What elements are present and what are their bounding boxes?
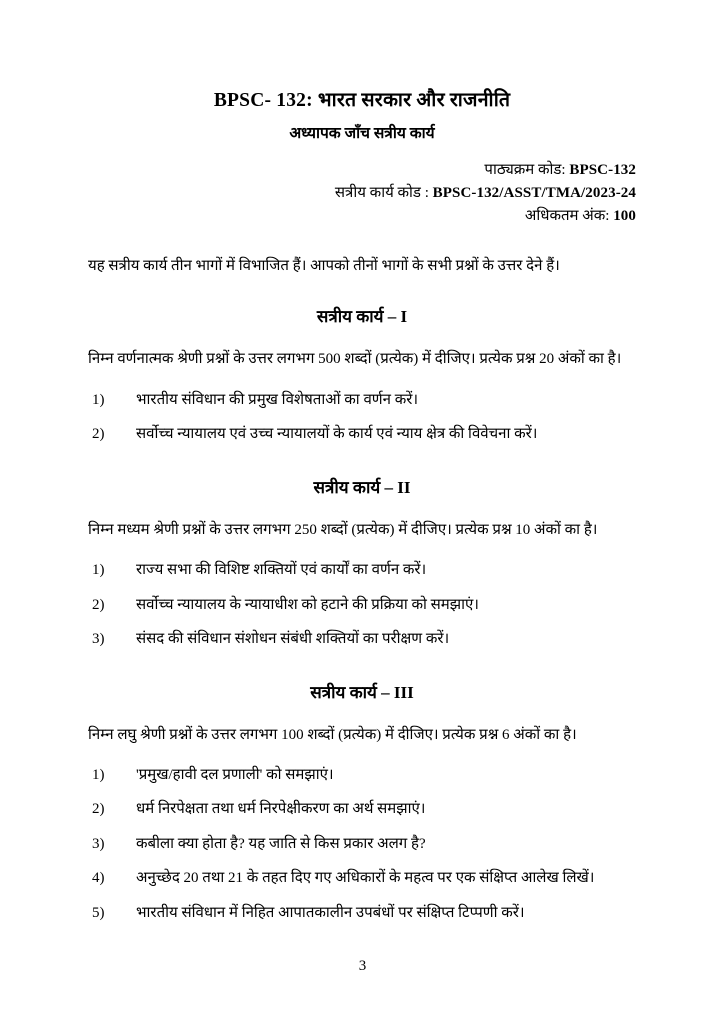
question-number: 2) — [92, 801, 105, 818]
course-code-block — [88, 159, 636, 229]
section-instruction-3: निम्न लघु श्रेणी प्रश्नों के उत्तर लगभग 100 शब्दों (प्रत्येक) में दीजिए। प्रत्येक प्रश्न 6 अंकों का है। — [88, 726, 577, 743]
section-heading-2-label: सत्रीय कार्य – — [313, 477, 398, 497]
question-text: संसद की संविधान संशोधन संबंधी शक्तियों का परीक्षण करें। — [136, 631, 450, 648]
question-text: सर्वोच्च न्यायालय के न्यायाधीश को हटाने की प्रक्रिया को समझाएं। — [136, 596, 479, 613]
question-text: कबीला क्या होता है? यह जाति से किस प्रकार अलग है? — [136, 835, 426, 852]
question-list-2 — [88, 559, 636, 651]
section-heading-3 — [88, 682, 636, 704]
list-item — [88, 389, 636, 412]
question-text: 'प्रमुख/हावी दल प्रणाली' को समझाएं। — [136, 766, 334, 783]
section-heading-3-roman: III — [393, 682, 414, 702]
section-heading-2 — [88, 477, 636, 499]
question-number: 2) — [92, 596, 105, 613]
page-content — [88, 0, 636, 940]
course-code-label: पाठ्यक्रम कोड: — [484, 161, 566, 178]
course-code-line — [88, 159, 636, 182]
maximum-marks-label: अधिकतम अंक: — [524, 208, 610, 225]
question-number: 4) — [92, 870, 105, 887]
list-item — [88, 764, 636, 787]
page-title: BPSC- 132: भारत सरकार और राजनीति — [213, 90, 511, 111]
question-text: सर्वोच्च न्यायालय एवं उच्च न्यायालयों के कार्य एवं न्याय क्षेत्र की विवेचना करें। — [136, 426, 538, 443]
question-text: भारतीय संविधान की प्रमुख विशेषताओं का वर्णन करें। — [136, 391, 419, 408]
question-number: 3) — [92, 835, 105, 852]
section-heading-3-label: सत्रीय कार्य – — [310, 682, 394, 702]
question-number: 1) — [92, 562, 105, 579]
section-instruction-1: निम्न वर्णनात्मक श्रेणी प्रश्नों के उत्तर लगभग 500 शब्दों (प्रत्येक) में दीजिए। प्रत्येक प्रश्न 20 अंकों का है। — [88, 351, 622, 368]
section-heading-1-label: सत्रीय कार्य – — [316, 307, 401, 327]
question-number: 3) — [92, 631, 105, 648]
list-item — [88, 628, 636, 651]
section-heading-1 — [88, 306, 636, 328]
list-item — [88, 867, 636, 890]
question-text: अनुच्छेद 20 तथा 21 के तहत दिए गए अधिकारों के महत्व पर एक संक्षिप्त आलेख लिखें। — [136, 870, 595, 887]
question-text: भारतीय संविधान में निहित आपातकालीन उपबंधों पर संक्षिप्त टिप्पणी करें। — [136, 904, 525, 921]
list-item — [88, 423, 636, 446]
question-number: 2) — [92, 426, 105, 443]
list-item — [88, 559, 636, 582]
maximum-marks-line — [88, 205, 636, 228]
question-number: 1) — [92, 766, 105, 783]
intro-paragraph: यह सत्रीय कार्य तीन भागों में विभाजित हैं। आपको तीनों भागों के सभी प्रश्नों के उत्तर देने हैं। — [88, 258, 560, 275]
question-number: 1) — [92, 391, 105, 408]
maximum-marks-value: 100 — [613, 208, 636, 225]
page-number: 3 — [358, 958, 367, 974]
question-list-3 — [88, 764, 636, 925]
question-list-1 — [88, 389, 636, 446]
assignment-code-line — [88, 182, 636, 205]
assignment-code-label: सत्रीय कार्य कोड : — [334, 184, 429, 201]
section-heading-1-roman: I — [400, 307, 408, 327]
list-item — [88, 833, 636, 856]
list-item — [88, 798, 636, 821]
course-code-value: BPSC-132 — [569, 161, 636, 178]
section-heading-2-roman: II — [397, 477, 411, 497]
section-instruction-2: निम्न मध्यम श्रेणी प्रश्नों के उत्तर लगभग 250 शब्दों (प्रत्येक) में दीजिए। प्रत्येक प्रश्न 10 अंकों का है। — [88, 521, 598, 538]
list-item — [88, 594, 636, 617]
question-text: राज्य सभा की विशिष्ट शक्तियों एवं कार्यों का वर्णन करें। — [136, 562, 427, 579]
assignment-code-value: BPSC-132/ASST/TMA/2023-24 — [432, 184, 636, 201]
page-subtitle: अध्यापक जाँच सत्रीय कार्य — [289, 125, 435, 143]
question-text: धर्म निरपेक्षता तथा धर्म निरपेक्षीकरण का अर्थ समझाएं। — [136, 801, 426, 818]
question-number: 5) — [92, 904, 105, 921]
list-item — [88, 902, 636, 925]
